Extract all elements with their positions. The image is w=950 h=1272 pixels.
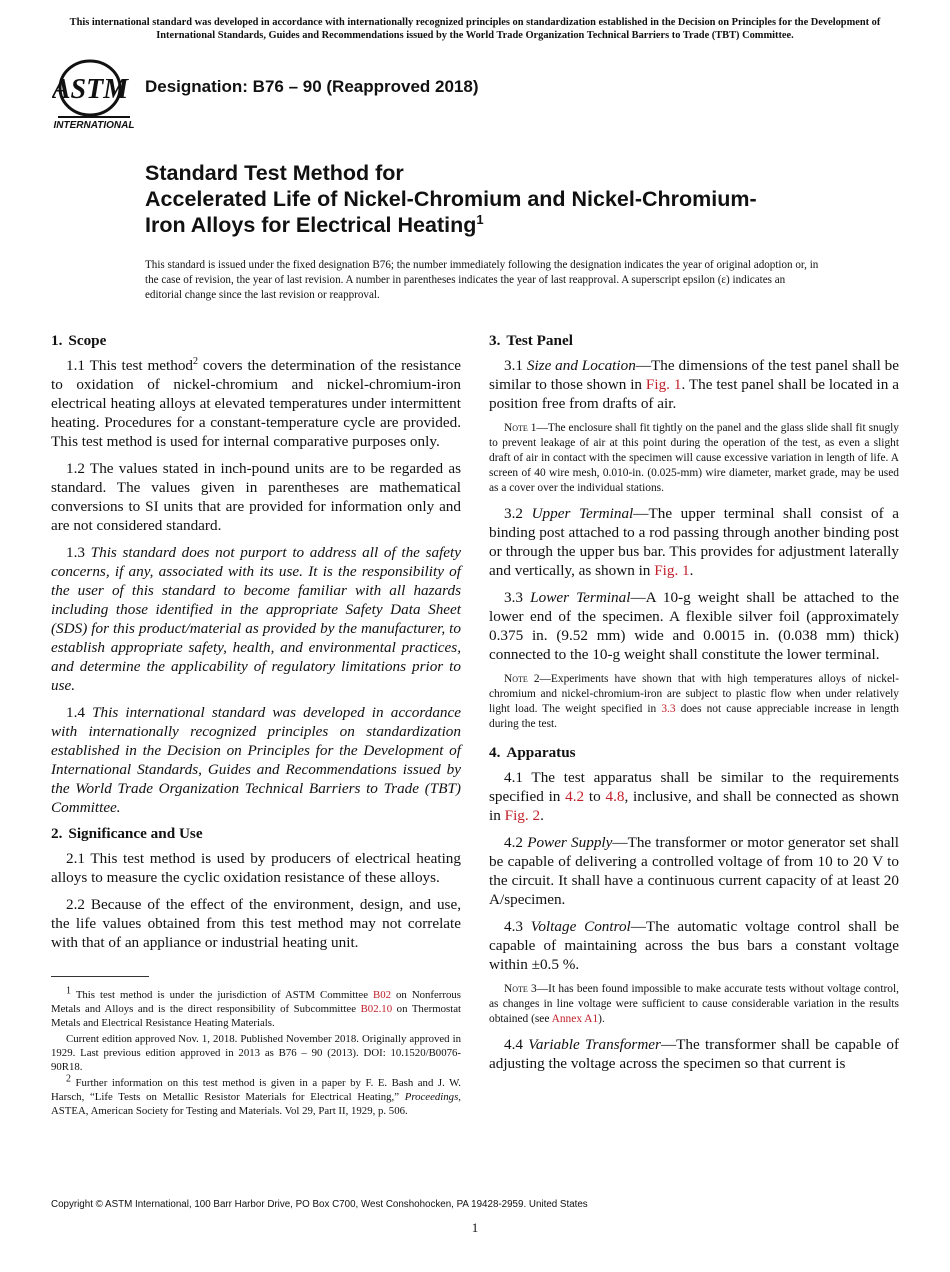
para-4-3: 4.3 Voltage Control—The automatic voltage control shall be capable of maintaining across the bus bars a constant voltage within ±0.5 %. (489, 918, 899, 973)
footnote-1: $^1$ This test method is under the jurisdiction of ASTM Committee B02 on Nonferrous Metals and Alloys and is the direct responsibility of Subcommittee B02.10 on Thermostat Metals and Electrical Resistance Heating Materials. (51, 985, 462, 1029)
intro-paragraph: This standard is issued under the fixed designation B76; the number immediately following the designation indicates the year of original adoption or, in the case of revision, the year of last revision. A number in parentheses indicates the year of last reapproval. A superscript epsilon (ε) indicates an editorial change since the last revision or reapproval. (145, 259, 819, 301)
footnote-ref-2[interactable]: 2 (193, 355, 199, 367)
right-column (489, 332, 899, 1081)
note-1: Note 1—The enclosure shall fit tightly on the panel and the glass slide shall fit snugly to prevent leakage of air at this point during the operation of the test, as even a slight draft of air in contact with the specimen will cause excessive variation in length of life. A screen of 40 wire mesh, 0.010-in. (0.025-mm) wire diameter, market grade, may be used as a cover over the individual stations. (489, 422, 899, 494)
link-3-3[interactable]: 3.3 (661, 703, 676, 715)
para-4-4: 4.4 Variable Transformer—The transformer shall be capable of adjusting the voltage across the specimen so that current is (489, 1036, 900, 1072)
link-fig-1[interactable]: Fig. 1 (654, 562, 690, 579)
footnote-1-edition: Current edition approved Nov. 1, 2018. Published November 2018. Originally approved in 1929. Last previous edition approved in 2013 as B76 – 90 (2013). DOI: 10.1520/B0076-90R18. (51, 1033, 461, 1073)
link-b02[interactable]: B02 (373, 989, 391, 1001)
section-heading-test-panel: 3. Test Panel (489, 332, 573, 349)
title-line-1: Standard Test Method for (145, 161, 404, 185)
section-heading-significance: 2. Significance and Use (51, 825, 203, 842)
left-column (51, 332, 461, 960)
para-1-3: 1.3 This standard does not purport to address all of the safety concerns, if any, associated with its use. It is the responsibility of the user of this standard to become familiar with all hazards including those identified in the appropriate Safety Data Sheet (SDS) for this product/material as provided by the manufacturer, to establish appropriate safety, health, and environmental practices, and determine the applicability of regulatory limitations prior to use. (51, 544, 462, 694)
link-b02-10[interactable]: B02.10 (360, 1003, 393, 1015)
title-line-2: Accelerated Life of Nickel-Chromium and Nickel-Chromium- (145, 187, 757, 211)
top-notice: This international standard was developed in accordance with internationally recognized principles on standardization established in the Decision on Principles for the Development of International Standards, Guides and Recommendations issued by the World Trade Organization Technical Barriers to Trade (TBT) Committee. (69, 17, 881, 41)
para-3-1: 3.1 Size and Location—The dimensions of the test panel shall be similar to those shown in Fig. 1. The test panel shall be located in a position free from drafts of air. (489, 357, 899, 412)
section-heading-scope: 1. Scope (51, 332, 107, 349)
logo-mark: ASTM (52, 74, 129, 105)
para-1-4: 1.4 This international standard was developed in accordance with internationally recognized principles on standardization established in the Decision on Principles for the Development of International Standards, Guides and Recommendations issued by the World Trade Organization Technical Barriers to Trade (TBT) Committee. (51, 704, 462, 816)
para-3-2: 3.2 Upper Terminal—The upper terminal shall consist of a binding post attached to a rod passing through another binding post or through the upper bus bar. This provides for adjustment laterally and vertically, as shown in Fig. 1. (489, 505, 900, 579)
title-footnote-ref[interactable]: 1 (476, 211, 484, 227)
footnotes (51, 985, 462, 1120)
copyright: Copyright © ASTM International, 100 Barr Harbor Drive, PO Box C700, West Conshohocken, PA 19428-2959. United States (51, 1199, 588, 1210)
para-4-1: 4.1 The test apparatus shall be similar to the requirements specified in 4.2 to 4.8, inclusive, and shall be connected as shown in Fig. 2. (489, 769, 899, 824)
link-4-2[interactable]: 4.2 (565, 788, 585, 805)
page-number: 1 (471, 1220, 479, 1235)
astm-logo (52, 56, 136, 132)
note-3: Note 3—It has been found impossible to make accurate tests without voltage control, as changes in line voltage were sufficient to cause considerable variation in the results obtained (see Annex A1). (489, 983, 899, 1025)
para-1-2: 1.2 The values stated in inch-pound units are to be regarded as standard. The values given in parentheses are mathematical conversions to SI units that are provided for information only and are not considered standard. (51, 460, 461, 534)
title-line-3: Iron Alloys for Electrical Heating$^1$ (145, 211, 484, 237)
footnote-2: $^2$ Further information on this test method is given in a paper by F. E. Bash and J. W. Harsch, “Life Tests on Metallic Resistor Materials for Electrical Heating,” Proceedings, ASTEA, American Society for Testing and Materials. Vol 29, Part II, 1929, p. 506. (51, 1073, 461, 1117)
link-fig-1[interactable]: Fig. 1 (645, 376, 682, 393)
note-2: Note 2—Experiments have shown that with high temperatures alloys of nickel-chromium and nickel-chromium-iron are subject to plastic flow when under relatively light load. The weight specified in 3.3 does not cause appreciable increase in length during the test. (489, 673, 899, 730)
document-title (145, 160, 845, 238)
footnote-divider (51, 976, 149, 977)
designation: Designation: B76 – 90 (Reapproved 2018) (145, 77, 479, 96)
para-3-3: 3.3 Lower Terminal—A 10-g weight shall be attached to the lower end of the specimen. A flexible silver foil (approximately 0.375 in. (9.52 mm) wide and 0.0015 in. (0.038 mm) thick) connected to the 10-g weight shall constitute the lower terminal. (489, 589, 900, 663)
section-heading-apparatus: 4. Apparatus (489, 744, 576, 761)
para-2-1: 2.1 This test method is used by producers of electrical heating alloys to measure the cyclic oxidation resistance of these alloys. (51, 850, 461, 886)
para-4-2: 4.2 Power Supply—The transformer or motor generator set shall be capable of delivering a controlled voltage of from 10 to 20 V to the circuit. It shall have a continuous current capacity of at least 20 A/specimen. (489, 834, 900, 908)
link-fig-2[interactable]: Fig. 2 (504, 807, 541, 824)
link-4-8[interactable]: 4.8 (605, 788, 625, 805)
para-2-2: 2.2 Because of the effect of the environment, design, and use, the life values obtained from this test method may not correlate with that of an appliance or industrial heating unit. (51, 896, 461, 951)
link-annex-a1[interactable]: Annex A1 (551, 1013, 599, 1025)
para-1-1: 1.1 This test method$^2$ covers the determination of the resistance to oxidation of nickel-chromium and nickel-chromium-iron electrical heating alloys at elevated temperatures under intermittent heating. Procedures for a constant-temperature cycle are provided. This test method is used for internal comparative purposes only. (51, 355, 461, 450)
logo-sub: INTERNATIONAL (53, 120, 135, 131)
